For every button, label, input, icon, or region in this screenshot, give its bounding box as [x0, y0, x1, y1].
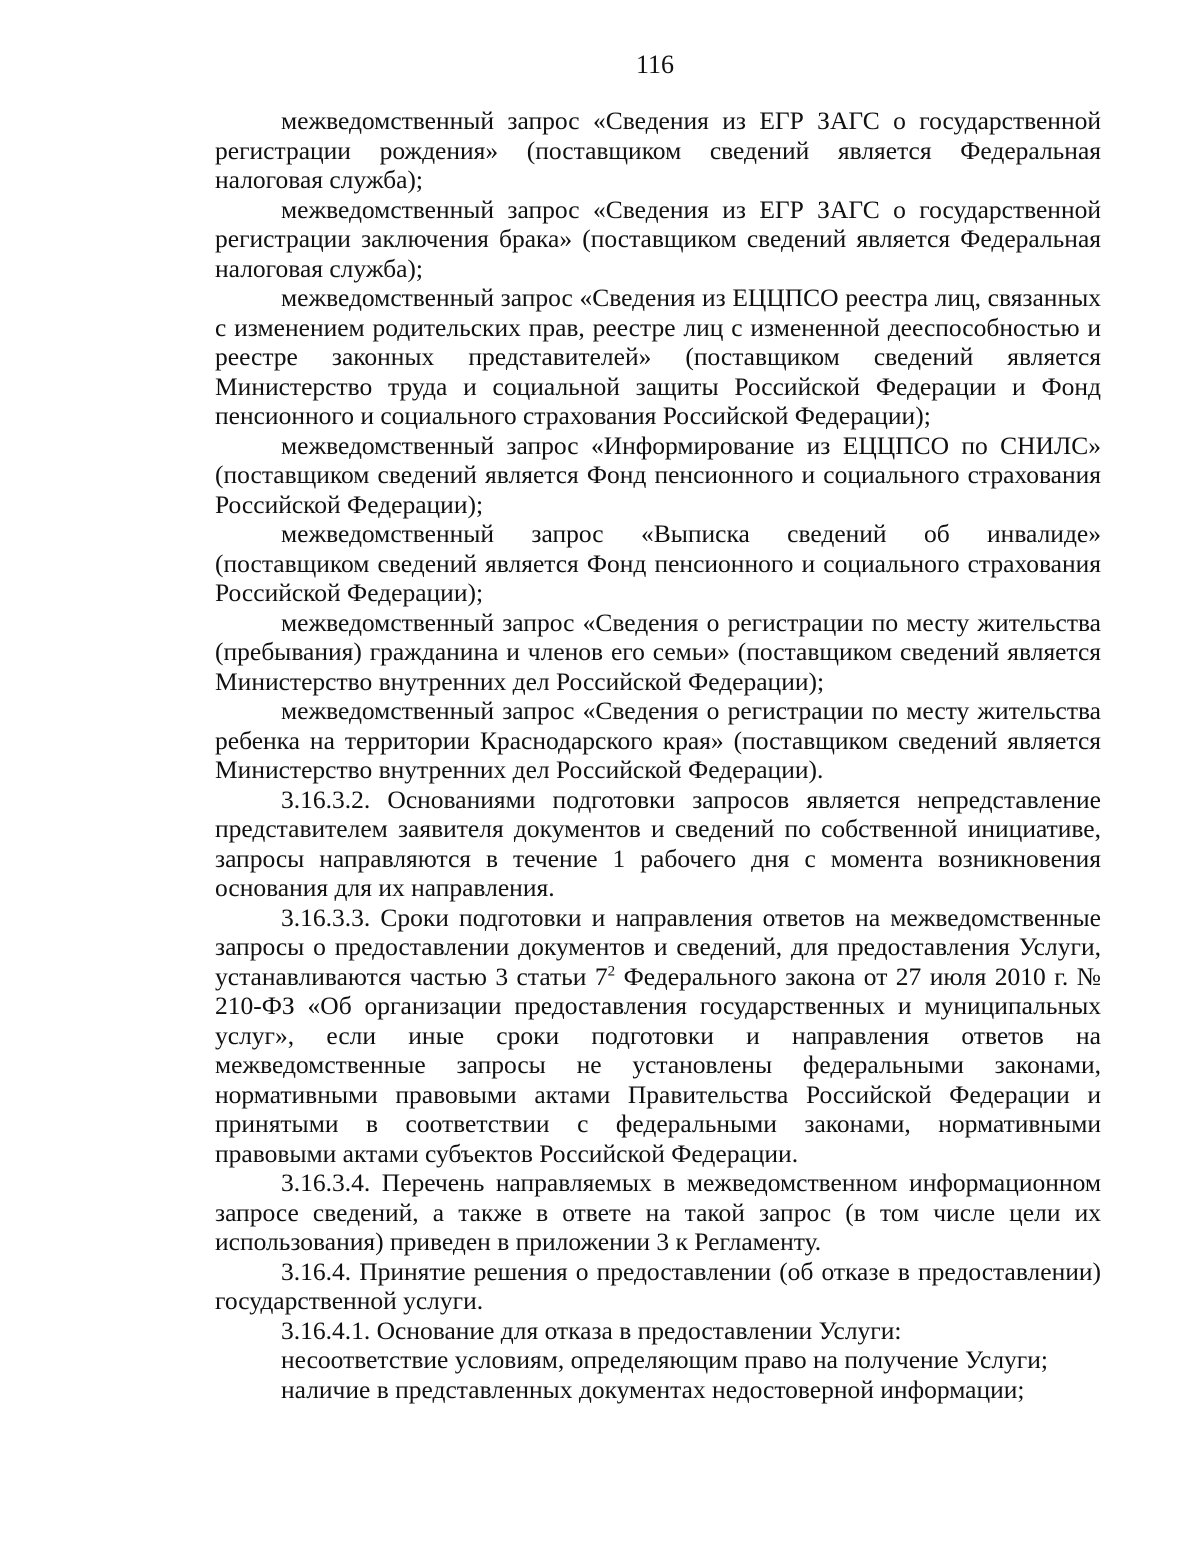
- paragraph-residence-child: межведомственный запрос «Сведения о регистрации по месту жительства ребенка на территории Краснодарского края» (поставщиком сведений является Министерство внутренних дел Российской Федерации).: [215, 696, 1101, 784]
- paragraph-3-16-4: 3.16.4. Принятие решения о предоставлении (об отказе в предоставлении) государственной услуги.: [215, 1256, 1101, 1315]
- paragraph-ecpso-registry: межведомственный запрос «Сведения из ЕЦЦПСО реестра лиц, связанных с изменением родительских прав, реестре лиц с измененной дееспособностью и реестре законных представителей» (поставщиком сведений является Министерство труда и социальной защиты Российской Федерации и Фонд пенсионного и социального страхования Российской Федерации);: [215, 283, 1101, 430]
- paragraph-3-16-4-1: 3.16.4.1. Основание для отказа в предоставлении Услуги:: [281, 1315, 902, 1345]
- paragraph-refusal-ground-2: наличие в представленных документах недостоверной информации;: [281, 1374, 1025, 1404]
- paragraph-3-16-3-4: 3.16.3.4. Перечень направляемых в межведомственном информационном запросе сведений, а также в ответе на такой запрос (в том числе цели их использования) приведен в приложении 3 к Регламенту.: [215, 1168, 1101, 1256]
- paragraph-refusal-ground-1: несоответствие условиям, определяющим право на получение Услуги;: [281, 1345, 1048, 1374]
- paragraph-disability-extract: межведомственный запрос «Выписка сведений об инвалиде» (поставщиком сведений является Фонд пенсионного и социального страхования Российской Федерации);: [215, 519, 1101, 607]
- paragraph-3-16-3-3: [215, 903, 1101, 1169]
- paragraph-3-16-3-2: 3.16.3.2. Основаниями подготовки запросов является непредставление представителем заявителя документов и сведений по собственной инициативе, запросы направляются в течение 1 рабочего дня с момента возникновения основания для их направления.: [215, 784, 1101, 902]
- paragraph-3-16-3-3-part-2: Федерального закона от 27 июля 2010 г. № 210-ФЗ «Об организации предоставления государственных и муниципальных услуг», если иные сроки подготовки и направления ответов на межведомственные запросы не установлены федеральными законами, нормативными правовыми актами Правительства Российской Федерации и принятыми в соответствии с федеральными законами, нормативными правовыми актами субъектов Российской Федерации.: [215, 961, 1101, 1168]
- paragraph-3-16-3-3-part-1: 3.16.3.3. Сроки подготовки и направления ответов на межведомственные запросы о предоставлении документов и сведений, для предоставления Услуги, устанавливаются частью 3 статьи 7: [215, 902, 1101, 991]
- paragraph-zags-birth: межведомственный запрос «Сведения из ЕГР ЗАГС о государственной регистрации рождения» (поставщиком сведений является Федеральная налоговая служба);: [215, 106, 1101, 194]
- paragraph-residence-family: межведомственный запрос «Сведения о регистрации по месту жительства (пребывания) гражданина и членов его семьи» (поставщиком сведений является Министерство внутренних дел Российской Федерации);: [215, 607, 1101, 696]
- paragraph-zags-marriage: межведомственный запрос «Сведения из ЕГР ЗАГС о государственной регистрации заключения брака» (поставщиком сведений является Федеральная налоговая служба);: [215, 194, 1101, 283]
- paragraph-ecpso-snils: межведомственный запрос «Информирование из ЕЦЦПСО по СНИЛС» (поставщиком сведений является Фонд пенсионного и социального страхования Российской Федерации);: [215, 430, 1101, 519]
- page-number: 116: [635, 50, 675, 79]
- article-superscript: 2: [607, 963, 616, 979]
- document-body: [215, 106, 1101, 1404]
